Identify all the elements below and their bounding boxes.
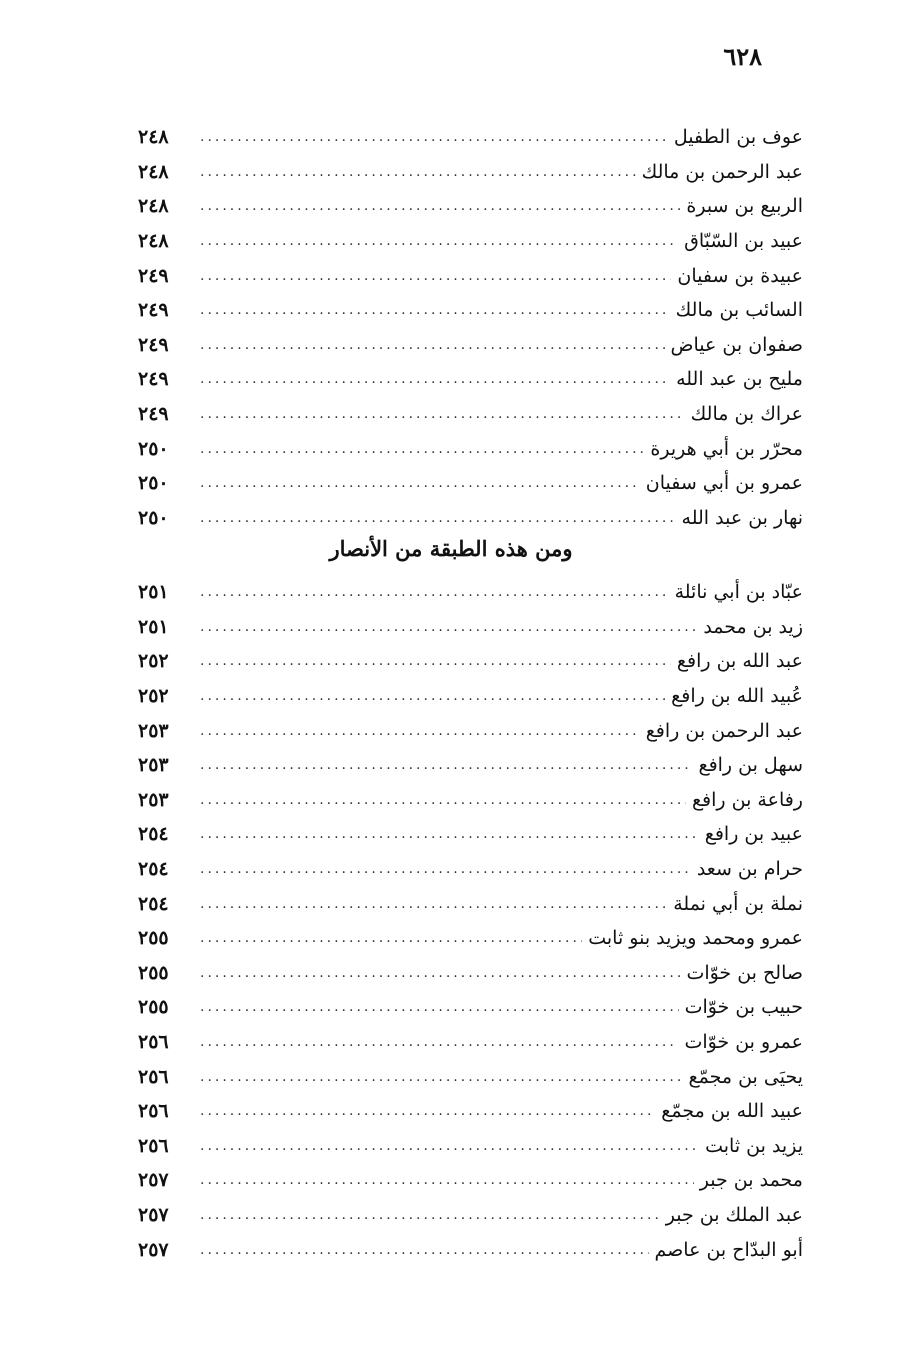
leader-dots	[200, 441, 644, 457]
entry-name: رفاعة بن رافع	[691, 788, 803, 811]
entry-page: ٢٤٩	[138, 333, 169, 356]
entry-page: ٢٥٥	[138, 927, 169, 950]
leader-dots	[200, 371, 670, 387]
entry-name: عبد الملك بن جبر	[665, 1203, 803, 1226]
entry-name: السائب بن مالك	[675, 299, 803, 322]
entry-page: ٢٥٧	[138, 1169, 169, 1192]
leader-dots	[200, 129, 668, 145]
entry-page: ٢٥٣	[138, 754, 169, 777]
entry-name: عبيد بن رافع	[704, 823, 803, 846]
entry-page: ٢٥٦	[138, 1134, 169, 1157]
entry-name: نملة بن أبي نملة	[673, 892, 803, 915]
leader-dots	[200, 268, 671, 284]
index-entry	[138, 224, 803, 259]
entry-page: ٢٥٥	[138, 996, 169, 1019]
entry-page: ٢٤٨	[138, 160, 169, 183]
entry-name: عبيدة بن سفيان	[677, 264, 803, 287]
entry-name: محمد بن جبر	[699, 1169, 803, 1192]
leader-dots	[200, 584, 669, 600]
entry-name: حبيب بن خوّات	[684, 996, 803, 1019]
entry-name: صالح بن خوّات	[686, 961, 803, 984]
index-entry	[138, 610, 803, 645]
entry-page: ٢٥٧	[138, 1203, 169, 1226]
entry-page: ٢٥٣	[138, 788, 169, 811]
entry-name: عُبيد الله بن رافع	[671, 685, 803, 708]
leader-dots	[200, 653, 671, 669]
leader-dots	[200, 1069, 683, 1085]
index-entry	[138, 120, 803, 155]
entries-list-bottom	[138, 575, 803, 1267]
entry-name: أبو البدّاح بن عاصم	[654, 1238, 803, 1261]
entry-name: عوف بن الطفيل	[673, 126, 803, 149]
entry-page: ٢٥٦	[138, 1100, 169, 1123]
leader-dots	[200, 1207, 660, 1223]
entry-name: عبد الله بن رافع	[676, 650, 803, 673]
leader-dots	[200, 1138, 699, 1154]
leader-dots	[200, 1242, 649, 1258]
leader-dots	[200, 688, 665, 704]
entry-page: ٢٥٤	[138, 892, 169, 915]
index-entry	[138, 990, 803, 1025]
leader-dots	[200, 792, 686, 808]
index-entry	[138, 189, 803, 224]
index-entry	[138, 1129, 803, 1164]
entry-name: عراك بن مالك	[690, 403, 803, 426]
entry-page: ٢٥١	[138, 581, 169, 604]
section-heading: ومن هذه الطبقة من الأنصار	[329, 536, 573, 561]
entry-name: مليح بن عبد الله	[676, 368, 803, 391]
leader-dots	[200, 999, 679, 1015]
entry-name: حرام بن سعد	[696, 858, 803, 881]
index-entry	[138, 1232, 803, 1267]
index-entry	[138, 258, 803, 293]
entry-name: عمرو ومحمد ويزيد بنو ثابت	[588, 927, 803, 950]
index-entry	[138, 362, 803, 397]
entry-name: سهل بن رافع	[698, 754, 803, 777]
entry-page: ٢٥١	[138, 615, 169, 638]
entry-page: ٢٥٠	[138, 472, 169, 495]
index-entry	[138, 644, 803, 679]
index-entry	[138, 956, 803, 991]
entry-page: ٢٥٤	[138, 858, 169, 881]
leader-dots	[200, 1103, 655, 1119]
entry-name: عبد الرحمن بن رافع	[645, 719, 803, 742]
entry-name: عبد الرحمن بن مالك	[641, 160, 803, 183]
entry-name: يزيد بن ثابت	[705, 1134, 803, 1157]
entry-name: عبّاد بن أبي نائلة	[674, 581, 803, 604]
index-entry	[138, 817, 803, 852]
entry-name: يحيَى بن مجمّع	[688, 1065, 803, 1088]
leader-dots	[200, 337, 665, 353]
entry-page: ٢٥٠	[138, 506, 169, 529]
entries-list-top	[138, 120, 803, 535]
leader-dots	[200, 198, 680, 214]
index-entry	[138, 575, 803, 610]
index-entry	[138, 783, 803, 818]
index-entry	[138, 1094, 803, 1129]
entry-name: عمرو بن أبي سفيان	[645, 472, 803, 495]
leader-dots	[200, 965, 680, 981]
index-entry	[138, 1059, 803, 1094]
index-entry	[138, 328, 803, 363]
entry-page: ٢٤٨	[138, 195, 169, 218]
index-entry	[138, 886, 803, 921]
leader-dots	[200, 1034, 678, 1050]
entry-name: محرّر بن أبي هريرة	[650, 437, 803, 460]
entry-name: عبيد بن السّبّاق	[684, 230, 803, 253]
index-entry	[138, 921, 803, 956]
entry-name: عبيد الله بن مجمّع	[661, 1100, 803, 1123]
leader-dots	[200, 896, 667, 912]
index-entry	[138, 1025, 803, 1060]
index-entry	[138, 852, 803, 887]
index-entry	[138, 713, 803, 748]
entry-page: ٢٥٦	[138, 1065, 169, 1088]
index-entry	[138, 431, 803, 466]
index-entry	[138, 155, 803, 190]
entry-name: زيد بن محمد	[703, 615, 803, 638]
leader-dots	[200, 930, 582, 946]
leader-dots	[200, 861, 691, 877]
entry-page: ٢٤٩	[138, 368, 169, 391]
index-entry	[138, 679, 803, 714]
page-number: ٦٢٨	[723, 42, 762, 71]
entry-page: ٢٥٢	[138, 685, 169, 708]
leader-dots	[200, 164, 636, 180]
entry-page: ٢٥٧	[138, 1238, 169, 1261]
entry-page: ٢٥٢	[138, 650, 169, 673]
entry-page: ٢٤٩	[138, 264, 169, 287]
entry-page: ٢٤٩	[138, 403, 169, 426]
index-entry	[138, 1198, 803, 1233]
entry-page: ٢٥٥	[138, 961, 169, 984]
entry-name: عمرو بن خوّات	[684, 1031, 803, 1054]
leader-dots	[200, 475, 640, 491]
index-entry	[138, 397, 803, 432]
entry-page: ٢٥٤	[138, 823, 169, 846]
leader-dots	[200, 826, 699, 842]
leader-dots	[200, 233, 678, 249]
entry-name: نهار بن عبد الله	[681, 506, 803, 529]
entry-page: ٢٥٦	[138, 1031, 169, 1054]
index-entry	[138, 466, 803, 501]
leader-dots	[200, 302, 670, 318]
index-entry	[138, 748, 803, 783]
entry-page: ٢٥٠	[138, 437, 169, 460]
leader-dots	[200, 723, 640, 739]
leader-dots	[200, 757, 692, 773]
entry-page: ٢٥٣	[138, 719, 169, 742]
entry-page: ٢٤٩	[138, 299, 169, 322]
entry-page: ٢٤٨	[138, 230, 169, 253]
entry-page: ٢٤٨	[138, 126, 169, 149]
leader-dots	[200, 510, 676, 526]
index-entry	[138, 501, 803, 536]
entry-name: الربيع بن سبرة	[686, 195, 803, 218]
index-entry	[138, 1163, 803, 1198]
leader-dots	[200, 1172, 694, 1188]
leader-dots	[200, 406, 685, 422]
leader-dots	[200, 619, 697, 635]
entry-name: صفوان بن عياض	[670, 333, 803, 356]
index-entry	[138, 293, 803, 328]
